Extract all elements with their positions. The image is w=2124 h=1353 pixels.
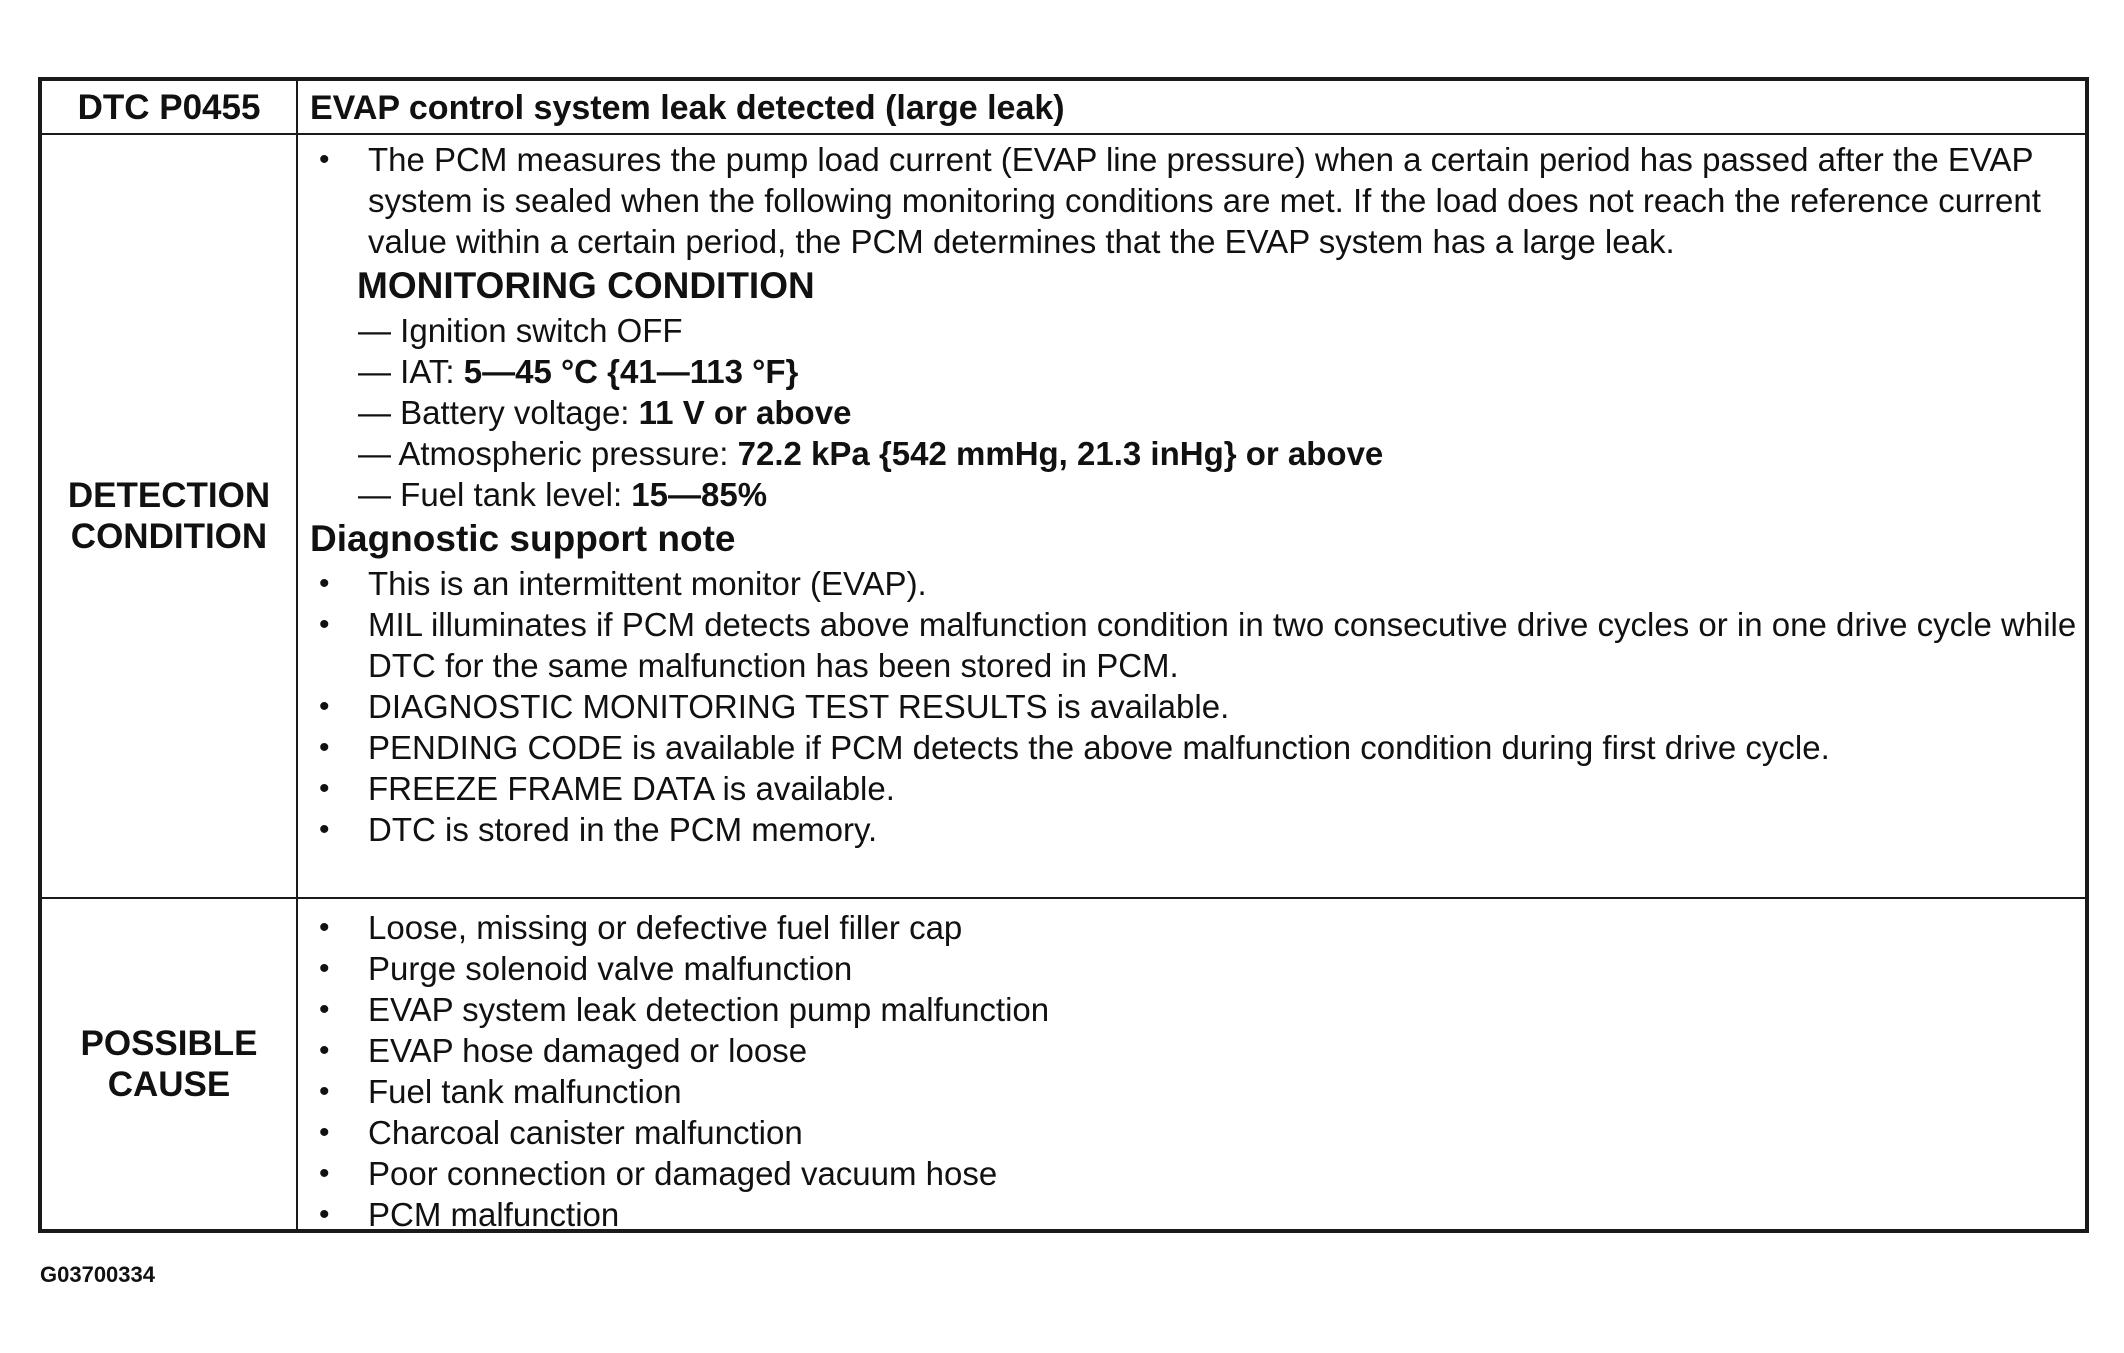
condition-item: [298, 433, 2085, 474]
monitoring-heading: MONITORING CONDITION: [357, 265, 815, 306]
diagnostic-heading: Diagnostic support note: [310, 518, 736, 559]
detection-intro-list: [298, 139, 2085, 262]
condition-label: — Atmospheric pressure:: [358, 435, 738, 472]
dtc-code-text: DTC P0455: [77, 87, 261, 127]
cause-item: • EVAP hose damaged or loose: [298, 1030, 2085, 1071]
condition-item: [298, 351, 2085, 392]
cause-item: • PCM malfunction: [298, 1194, 2085, 1235]
header-row: [42, 81, 2085, 135]
cause-label-line1: POSSIBLE: [80, 1024, 258, 1063]
cause-item: • Poor connection or damaged vacuum hose: [298, 1153, 2085, 1194]
monitoring-conditions: [298, 310, 2085, 515]
dtc-code: [42, 81, 298, 133]
cause-list: [298, 907, 2085, 1235]
note-item: • DIAGNOSTIC MONITORING TEST RESULTS is available.: [298, 686, 2085, 727]
header-title-cell: [298, 81, 2085, 133]
cause-content: [298, 899, 2085, 1233]
condition-label: — Battery voltage:: [358, 394, 639, 431]
condition-label: — Fuel tank level:: [358, 476, 632, 513]
note-item: • DTC is stored in the PCM memory.: [298, 809, 2085, 850]
figure-code: G03700334: [40, 1262, 155, 1287]
cause-label: [42, 899, 298, 1229]
condition-item: [298, 392, 2085, 433]
note-item: • PENDING CODE is available if PCM detects the above malfunction condition during first drive cycle.: [298, 727, 2085, 768]
condition-value: 72.2 kPa {542 mmHg, 21.3 inHg} or above: [737, 435, 1384, 472]
condition-item: [298, 310, 2085, 351]
condition-item: [298, 474, 2085, 515]
cause-label-line2: CAUSE: [107, 1065, 231, 1104]
condition-label: — IAT:: [358, 353, 464, 390]
cause-item: • Purge solenoid valve malfunction: [298, 948, 2085, 989]
dtc-title: EVAP control system leak detected (large leak): [310, 89, 1065, 127]
note-item: • This is an intermittent monitor (EVAP).: [298, 563, 2085, 604]
detection-label-line2: CONDITION: [70, 517, 268, 556]
note-item: • FREEZE FRAME DATA is available.: [298, 768, 2085, 809]
condition-value: 11 V or above: [638, 394, 852, 431]
condition-value: 15—85%: [631, 476, 768, 513]
note-item: • MIL illuminates if PCM detects above malfunction condition in two consecutive drive cycles or in one drive cycle while DTC for the same malfunction has been stored in PCM.: [298, 604, 2085, 686]
cause-item: • Loose, missing or defective fuel filler cap: [298, 907, 2085, 948]
condition-label: — Ignition switch OFF: [358, 312, 683, 349]
detection-content: [298, 135, 2085, 897]
cause-row: [42, 899, 2085, 1233]
diagnostic-notes: [298, 563, 2085, 850]
detection-label: [42, 135, 298, 897]
detection-row: [42, 135, 2085, 899]
cause-item: • Charcoal canister malfunction: [298, 1112, 2085, 1153]
condition-value: 5—45 °C {41—113 °F}: [463, 353, 799, 390]
cause-item: • Fuel tank malfunction: [298, 1071, 2085, 1112]
cause-item: • EVAP system leak detection pump malfunction: [298, 989, 2085, 1030]
detection-intro: • The PCM measures the pump load current (EVAP line pressure) when a certain period has passed after the EVAP system is sealed when the following monitoring conditions are met. If the load does not reach the reference current value within a certain period, the PCM determines that the EVAP system has a large leak.: [298, 139, 2085, 262]
detection-label-line1: DETECTION: [67, 476, 271, 515]
dtc-table: [38, 77, 2089, 1233]
